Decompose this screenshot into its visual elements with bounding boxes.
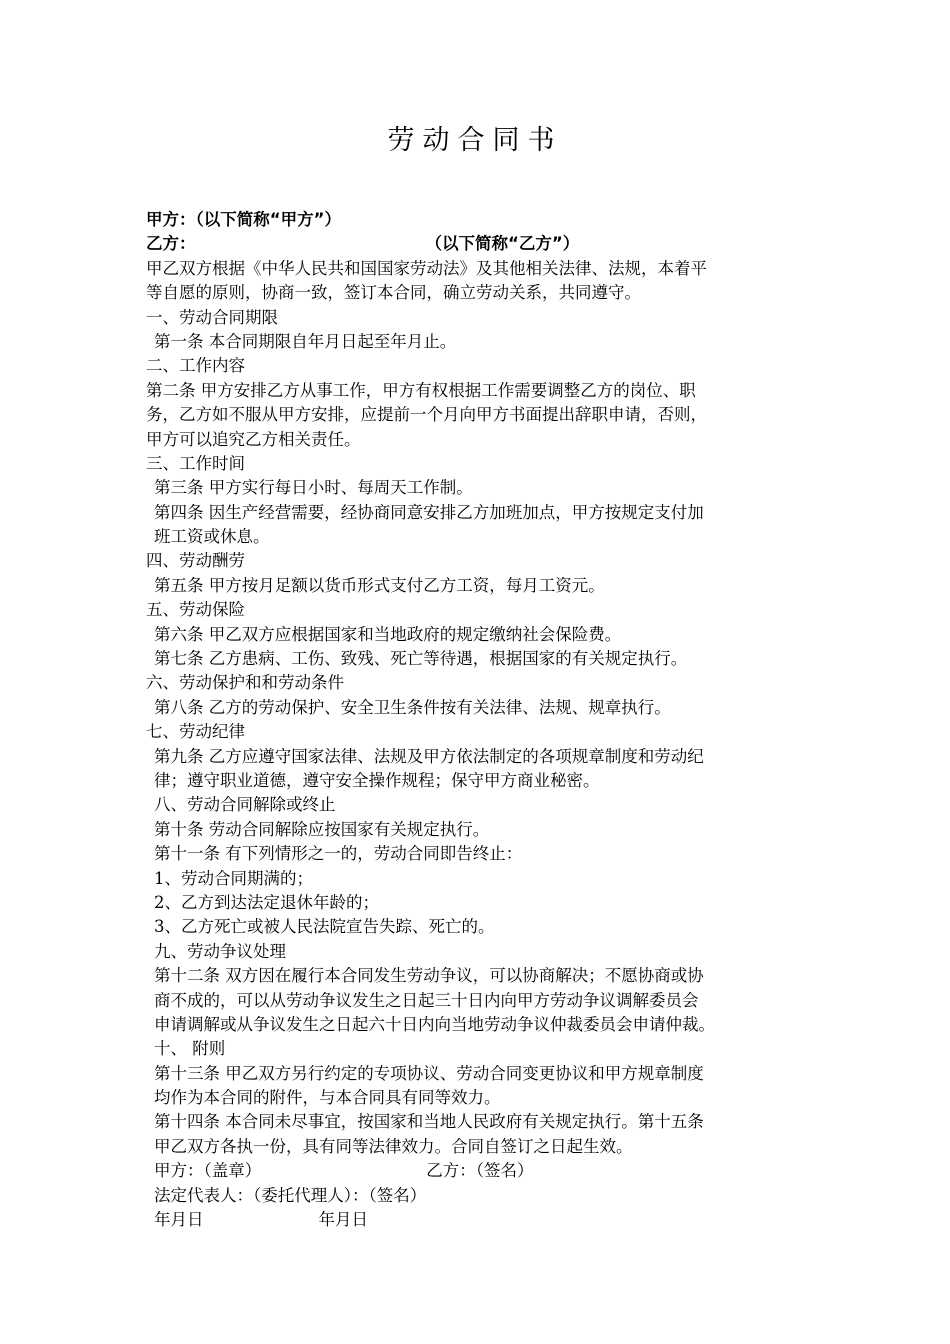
- article-2-line-3: 甲方可以追究乙方相关责任。: [146, 429, 361, 449]
- party-a-line: [146, 208, 806, 232]
- date-party-a: 年月日: [154, 1210, 204, 1230]
- date-party-b: 年月日: [318, 1210, 368, 1230]
- section-3-heading: 三、工作时间: [146, 453, 245, 473]
- article-11-item-2: 2、乙方到达法定退休年龄的；: [154, 892, 379, 912]
- signature-line: [146, 1159, 806, 1183]
- document-title: 劳动合同书: [387, 125, 563, 156]
- article-12-line-2: 商不成的，可以从劳动争议发生之日起三十日内向甲方劳动争议调解委员会: [154, 990, 699, 1010]
- article-14-line-1: 第十四条 本合同未尽事宜，按国家和当地人民政府有关规定执行。第十五条: [154, 1112, 704, 1132]
- article-12-line-3: 申请调解或从争议发生之日起六十日内向当地劳动争议仲裁委员会申请仲裁。: [154, 1014, 715, 1034]
- section-5-heading: 五、劳动保险: [146, 600, 245, 620]
- article-6: 第六条 甲乙双方应根据国家和当地政府的规定缴纳社会保险费。: [154, 624, 622, 644]
- article-7: 第七条 乙方患病、工伤、致残、死亡等待遇，根据国家的有关规定执行。: [154, 649, 688, 669]
- article-10: 第十条 劳动合同解除应按国家有关规定执行。: [154, 819, 490, 839]
- party-b-alias: （以下简称“乙方”）: [425, 234, 580, 254]
- article-3: 第三条 甲方实行每日小时、每周天工作制。: [154, 478, 473, 498]
- intro-line-1: 甲乙双方根据《中华人民共和国国家劳动法》及其他相关法律、法规，本着平: [146, 258, 707, 278]
- section-4-heading: 四、劳动酬劳: [146, 551, 245, 571]
- article-14-line-2: 甲乙双方各执一份，具有同等法律效力。合同自签订之日起生效。: [154, 1136, 633, 1156]
- article-9-line-1: 第九条 乙方应遵守国家法律、法规及甲方依法制定的各项规章制度和劳动纪: [154, 746, 704, 766]
- legal-representative-line: 法定代表人：（委托代理人）：（签名）: [154, 1185, 427, 1205]
- party-b-label: 乙方：: [146, 234, 196, 254]
- article-9-line-2: 律；遵守职业道德，遵守安全操作规程；保守甲方商业秘密。: [154, 770, 600, 790]
- intro-line-2: 等自愿的原则，协商一致，签订本合同，确立劳动关系，共同遵守。: [146, 283, 641, 303]
- signature-party-a: 甲方：（盖章）: [154, 1161, 262, 1181]
- section-2-heading: 二、工作内容: [146, 356, 245, 376]
- article-5: 第五条 甲方按月足额以货币形式支付乙方工资，每月工资元。: [154, 575, 605, 595]
- section-7-heading: 七、劳动纪律: [146, 722, 245, 742]
- signature-party-b: 乙方：（签名）: [426, 1161, 534, 1181]
- article-11: 第十一条 有下列情形之一的，劳动合同即告终止：: [154, 844, 523, 864]
- party-b-line: [146, 232, 806, 256]
- section-10-heading: 十、 附则: [154, 1039, 226, 1059]
- date-line: [146, 1208, 806, 1232]
- article-13-line-1: 第十三条 甲乙双方另行约定的专项协议、劳动合同变更协议和甲方规章制度: [154, 1063, 704, 1083]
- section-6-heading: 六、劳动保护和和劳动条件: [146, 673, 344, 693]
- section-8-heading: 八、劳动合同解除或终止: [154, 795, 336, 815]
- article-13-line-2: 均作为本合同的附件，与本合同具有同等效力。: [154, 1088, 501, 1108]
- section-9-heading: 九、劳动争议处理: [154, 941, 286, 961]
- article-2-line-2: 务，乙方如不服从甲方安排，应提前一个月向甲方书面提出辞职申请，否则，: [146, 405, 707, 425]
- party-a-text: 甲方：（以下简称“甲方”）: [146, 210, 341, 229]
- document-body: [146, 208, 806, 1232]
- article-2-line-1: 第二条 甲方安排乙方从事工作，甲方有权根据工作需要调整乙方的岗位、职: [146, 380, 696, 400]
- article-11-item-1: 1、劳动合同期满的；: [154, 868, 313, 888]
- article-4-line-2: 班工资或休息。: [154, 527, 270, 547]
- article-8: 第八条 乙方的劳动保护、安全卫生条件按有关法律、法规、规章执行。: [154, 697, 671, 717]
- section-1-heading: 一、劳动合同期限: [146, 307, 278, 327]
- article-4-line-1: 第四条 因生产经营需要，经协商同意安排乙方加班加点，甲方按规定支付加: [154, 502, 704, 522]
- article-1: 第一条 本合同期限自年月日起至年月止。: [154, 331, 457, 351]
- article-12-line-1: 第十二条 双方因在履行本合同发生劳动争议，可以协商解决；不愿协商或协: [154, 966, 704, 986]
- article-11-item-3: 3、乙方死亡或被人民法院宣告失踪、死亡的。: [154, 917, 495, 937]
